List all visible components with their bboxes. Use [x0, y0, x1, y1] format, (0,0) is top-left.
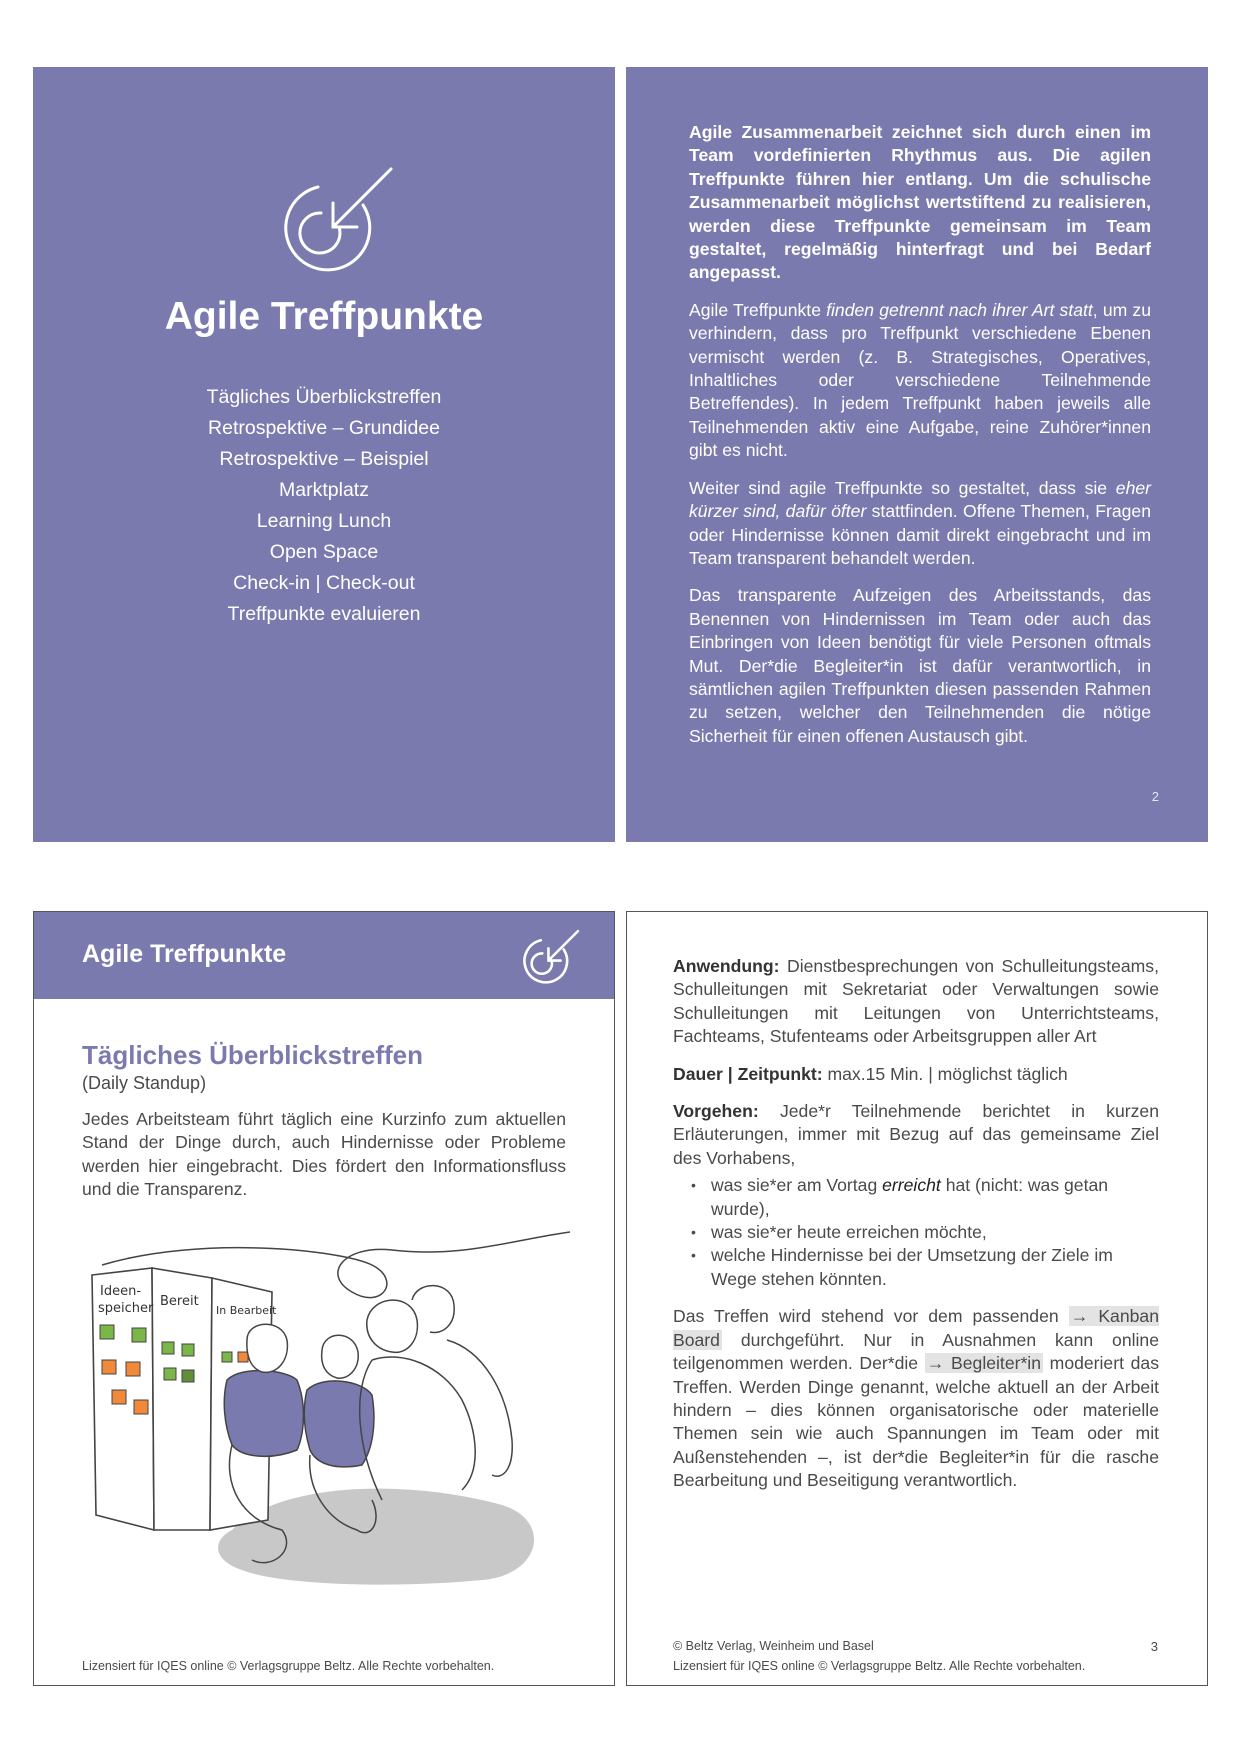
paragraph: Das Treffen wird stehend vor dem passenden → Kanban Board durchgeführt. Nur in Ausnahmen kann online teilgenommen werden. Der*die → Begleiter*in moderiert das Treffen. Werden Dinge genannt, welche aktuell an der Arbeit hindern – dies können organisatorische oder materielle Themen sein wie auch Spannungen im Team oder mit Außenstehenden –, ist der*die Begleiter*in für die rasche Bearbeitung und Beseitigung verantwortlich.: [673, 1306, 1159, 1491]
list-item: • was sie*er am Vortag erreicht hat (nicht: was getan wurde),: [691, 1174, 1159, 1221]
topic-item: Learning Lunch: [256, 510, 392, 532]
section-subtitle: (Daily Standup): [82, 1073, 207, 1093]
label: Dauer | Zeitpunkt:: [673, 1063, 823, 1084]
begleiter-link[interactable]: → Begleiter*in: [926, 1353, 1041, 1374]
target-arrow-icon: [273, 155, 403, 285]
procedure-body: [673, 955, 1159, 1507]
board-label: speicher: [98, 1301, 154, 1316]
topic-item: Check-in | Check-out: [233, 572, 415, 594]
license-note: Lizensiert für IQES online © Verlagsgruppe Beltz. Alle Rechte vorbehalten.: [82, 1659, 495, 1673]
page-number: 3: [1150, 1639, 1158, 1654]
topic-item: Retrospektive – Beispiel: [219, 448, 429, 470]
section-description: Jedes Arbeitsteam führt täglich eine Kurzinfo zum aktuellen Stand der Dinge durch, auch Hindernisse oder Probleme werden hier eingebracht. Dies fördert den Informationsfluss und die Transparenz.: [82, 1109, 566, 1200]
anwendung-paragraph: Anwendung: Dienstbesprechungen von Schulleitungsteams, Schulleitungen mit Sekretariat oder Verwaltungen sowie Schulleitungen mit Leitungen von Unterrichtsteams, Fachteams, Stufenteams oder Arbeitsgruppen aller Art: [673, 956, 1159, 1047]
vorgehen-paragraph: Vorgehen: Jede*r Teilnehmende berichtet in kurzen Erläuterungen, immer mit Bezug auf das gemeinsame Ziel des Vorhabens,: [673, 1101, 1159, 1168]
intro-body: [689, 121, 1151, 762]
section-title: Tägliches Überblickstreffen: [82, 1040, 423, 1070]
intro-lead-paragraph: Agile Zusammenarbeit zeichnet sich durch einen im Team vordefinierten Rhythmus aus. Die agilen Treffpunkte führen hier entlang. Um die schulische Zusammenarbeit möglichst wertstiftend zu realisieren, werden diese Treffpunkte gemeinsam im Team gestaltet, regelmäßig hinterfragt und bei Bedarf angepasst.: [689, 122, 1151, 283]
topic-item: Retrospektive – Grundidee: [208, 417, 440, 439]
label: Anwendung:: [673, 956, 780, 976]
topic-list: [33, 382, 615, 630]
card-title: Agile Treffpunkte: [164, 295, 484, 338]
target-arrow-icon: [518, 924, 584, 990]
overview-card: [33, 67, 615, 842]
copyright-note: © Beltz Verlag, Weinheim und Basel: [673, 1639, 874, 1653]
topic-item: Tägliches Überblickstreffen: [206, 386, 442, 408]
card-header: [34, 912, 614, 999]
label: Vorgehen:: [673, 1101, 759, 1122]
paragraph: Das transparente Aufzeigen des Arbeitsstands, das Benennen von Hindernissen im Team oder auch das Einbringen von Ideen benötigt für viele Personen oftmals Mut. Der*die Begleiter*in ist dafür verantwortlich, in sämtlichen agilen Treffpunkten diesen passenden Rahmen zu setzen, welcher den Teilnehmenden die nötige Sicherheit für einen offenen Austausch gibt.: [689, 585, 1151, 746]
board-label: Bereit: [160, 1294, 199, 1309]
list-item: • welche Hindernisse bei der Umsetzung der Ziele im Wege stehen könnten.: [691, 1244, 1159, 1291]
header-title: Agile Treffpunkte: [82, 940, 287, 968]
intro-text-card: [626, 67, 1208, 842]
board-label: Ideen-: [100, 1284, 142, 1299]
license-note: Lizensiert für IQES online © Verlagsgruppe Beltz. Alle Rechte vorbehalten.: [673, 1659, 1086, 1673]
step-list: [691, 1174, 1159, 1291]
procedure-card: [626, 911, 1208, 1686]
kanban-board-link[interactable]: → Kanban Board: [673, 1306, 1159, 1350]
topic-item: Treffpunkte evaluieren: [227, 603, 421, 625]
topic-item: Open Space: [269, 541, 379, 563]
paragraph: Agile Treffpunkte finden getrennt nach ihrer Art statt, um zu verhindern, dass pro Treffpunkt verschiedene Ebenen vermischt werden (z. B. Strategisches, Operatives, Inhaltliches oder verschiedene Teilnehmende Betreffendes). In jedem Treffpunkt haben jeweils alle Teilnehmenden aktiv eine Aufgabe, reine Zuhörer*innen gibt es nicht.: [689, 299, 1152, 461]
page-number: 2: [1151, 789, 1159, 804]
board-label: In Bearbeit: [216, 1304, 277, 1317]
paragraph: Weiter sind agile Treffpunkte so gestaltet, dass sie eher kürzer sind, dafür öfter stattfinden. Offene Themen, Fragen oder Hindernisse können damit direkt eingebracht und im Team transparent behandelt werden.: [689, 477, 1152, 568]
daily-standup-card: [33, 911, 615, 1686]
standup-illustration: [82, 1230, 572, 1595]
list-item: • was sie*er heute erreichen möchte,: [691, 1221, 1159, 1244]
dauer-paragraph: Dauer | Zeitpunkt: max.15 Min. | möglichst täglich: [673, 1063, 1068, 1084]
topic-item: Marktplatz: [279, 479, 369, 501]
emphasis: finden getrennt nach ihrer Art statt: [826, 299, 1093, 320]
emphasis: eher kürzer sind, dafür öfter: [689, 477, 1151, 522]
